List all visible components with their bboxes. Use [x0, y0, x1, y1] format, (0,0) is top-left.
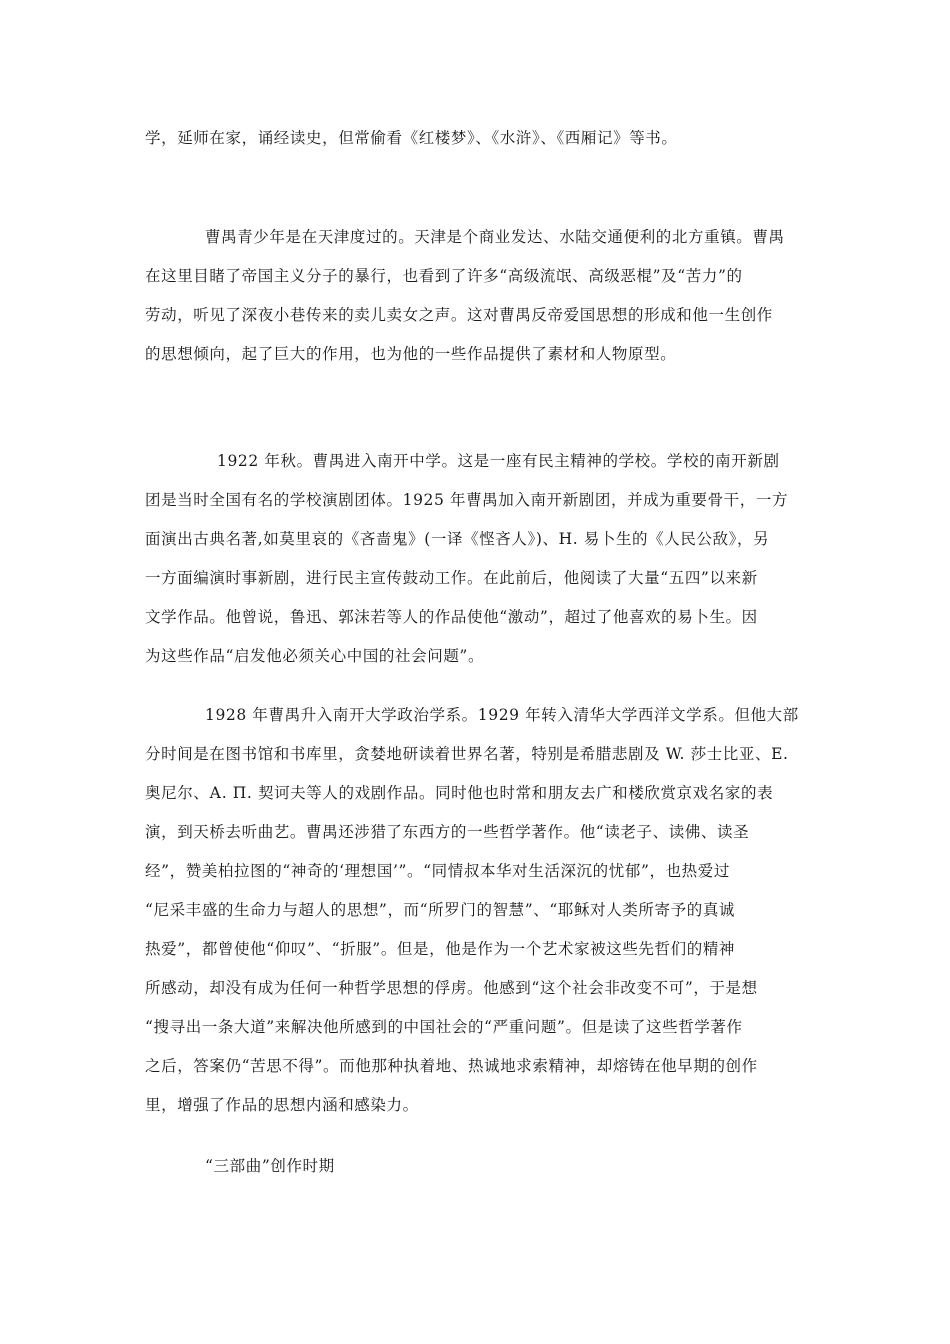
text-line: 团是当时全国有名的学校演剧团体。1925 年曹禺加入南开新剧团，并成为重要骨干，一方	[145, 491, 789, 509]
text-line: 文学作品。他曾说，鲁迅、郭沫若等人的作品使他“激动”，超过了他喜欢的易卜生。因	[145, 608, 758, 626]
text-line: 里，增强了作品的思想内涵和感染力。	[145, 1096, 419, 1114]
text-line: 分时间是在图书馆和书库里，贪婪地研读着世界名著，特别是希腊悲剧及 W. 莎士比亚、E.	[145, 745, 789, 763]
text-line: 面演出古典名著,如莫里哀的《吝啬鬼》(一译《悭吝人》)、H. 易卜生的《人民公敌》，另	[145, 530, 770, 548]
section-heading: “三部曲”创作时期	[205, 1157, 335, 1175]
text-line: 之后，答案仍“苦思不得”。而他那种执着地、热诚地求索精神，却熔铸在他早期的创作	[145, 1057, 758, 1075]
text-line: 劳动，听见了深夜小巷传来的卖儿卖女之声。这对曹禺反帝爱国思想的形成和他一生创作	[145, 306, 773, 324]
text-line: 学，延师在家，诵经读史，但常偷看《红楼梦》、《水浒》、《西厢记》等书。	[145, 129, 678, 147]
text-line: 1922 年秋。曹禺进入南开中学。这是一座有民主精神的学校。学校的南开新剧	[217, 452, 780, 470]
text-line: 所感动，却没有成为任何一种哲学思想的俘虏。他感到“这个社会非改变不可”，于是想	[145, 979, 758, 997]
text-line: 曹禺青少年是在天津度过的。天津是个商业发达、水陆交通便利的北方重镇。曹禺	[205, 228, 785, 246]
text-line: “搜寻出一条大道”来解决他所感到的中国社会的“严重问题”。但是读了这些哲学著作	[145, 1018, 743, 1036]
text-line: 一方面编演时事新剧，进行民主宣传鼓动工作。在此前后，他阅读了大量“五四”以来新	[145, 569, 758, 587]
text-line: 的思想倾向，起了巨大的作用，也为他的一些作品提供了素材和人物原型。	[145, 345, 677, 363]
text-line: 热爱”，都曾使他“仰叹”、“折服”。但是，他是作为一个艺术家被这些先哲们的精神	[145, 940, 736, 958]
text-line: 奥尼尔、А. П. 契诃夫等人的戏剧作品。同时他也时常和朋友去广和楼欣赏京戏名家的表	[145, 784, 774, 802]
text-line: 1928 年曹禺升入南开大学政治学系。1929 年转入清华大学西洋文学系。但他大部	[205, 706, 799, 724]
text-line: 演，到天桥去听曲艺。曹禺还涉猎了东西方的一些哲学著作。他“读老子、读佛、读圣	[145, 823, 750, 841]
text-line: 为这些作品“启发他必须关心中国的社会问题”。	[145, 647, 485, 665]
text-line: 经”，赞美柏拉图的“神奇的‘理想国’”。“同情叔本华对生活深沉的忧郁”，也热爱过	[145, 862, 730, 880]
text-line: “尼采丰盛的生命力与超人的思想”，而“所罗门的智慧”、“耶稣对人类所寄予的真诚	[145, 901, 736, 919]
text-line: 在这里目睹了帝国主义分子的暴行，也看到了许多“高级流氓、高级恶棍”及“苦力”的	[145, 267, 743, 285]
